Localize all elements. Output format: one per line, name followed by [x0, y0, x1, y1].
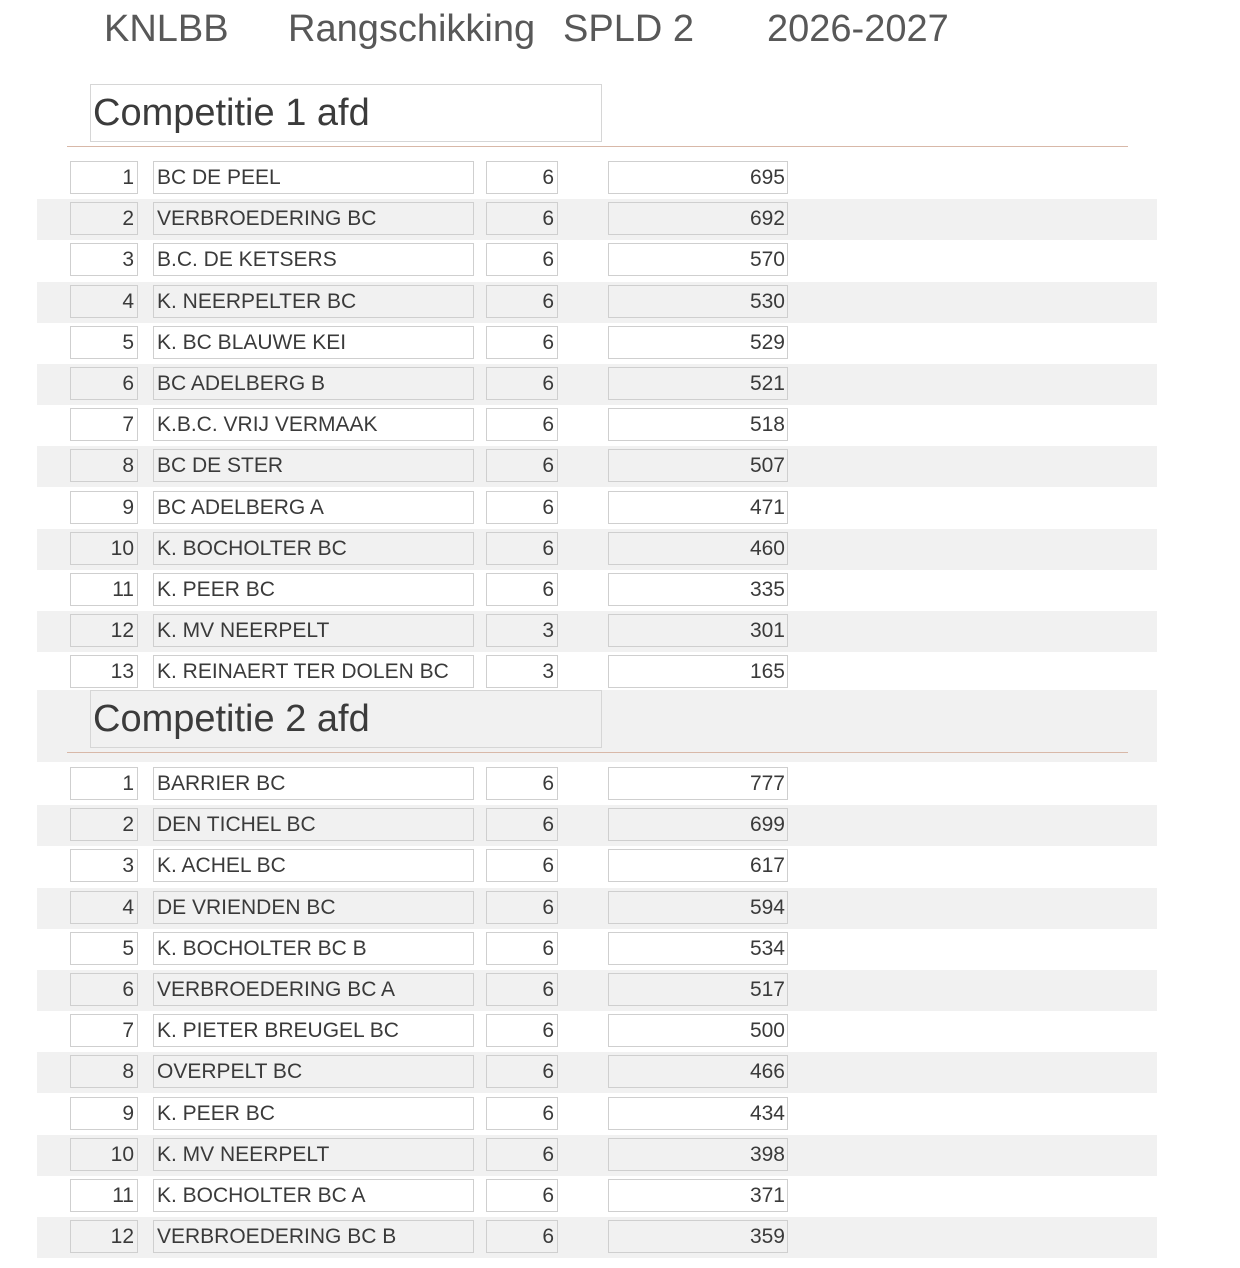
rank-cell[interactable]: 10	[70, 1138, 138, 1171]
table-row	[37, 488, 1157, 529]
table-row	[37, 805, 1157, 846]
played-cell[interactable]: 6	[486, 285, 558, 318]
rank-cell[interactable]: 11	[70, 573, 138, 606]
rank-cell[interactable]: 4	[70, 285, 138, 318]
table-row	[37, 323, 1157, 364]
played-cell[interactable]: 6	[486, 326, 558, 359]
rank-cell[interactable]: 10	[70, 532, 138, 565]
team-name-cell[interactable]: K. BOCHOLTER BC	[153, 532, 474, 565]
played-cell[interactable]: 6	[486, 1055, 558, 1088]
team-name-cell[interactable]: VERBROEDERING BC B	[153, 1220, 474, 1253]
played-cell[interactable]: 6	[486, 1097, 558, 1130]
team-name-cell[interactable]: K. BOCHOLTER BC B	[153, 932, 474, 965]
table-row	[37, 888, 1157, 929]
team-name-cell[interactable]: VERBROEDERING BC A	[153, 973, 474, 1006]
score-cell[interactable]: 777	[608, 767, 788, 800]
score-cell[interactable]: 471	[608, 491, 788, 524]
played-cell[interactable]: 6	[486, 973, 558, 1006]
table-row	[37, 1094, 1157, 1135]
table-row	[37, 529, 1157, 570]
score-cell[interactable]: 530	[608, 285, 788, 318]
competition-1-header	[0, 84, 1240, 156]
played-cell[interactable]: 6	[486, 161, 558, 194]
rank-cell[interactable]: 8	[70, 1055, 138, 1088]
rank-cell[interactable]: 12	[70, 1220, 138, 1253]
played-cell[interactable]: 6	[486, 1220, 558, 1253]
table-row	[37, 240, 1157, 281]
rank-cell[interactable]: 7	[70, 1014, 138, 1047]
score-cell[interactable]: 165	[608, 655, 788, 688]
score-cell[interactable]: 460	[608, 532, 788, 565]
played-cell[interactable]: 6	[486, 449, 558, 482]
score-cell[interactable]: 434	[608, 1097, 788, 1130]
team-name-cell[interactable]: K. REINAERT TER DOLEN BC	[153, 655, 474, 688]
score-cell[interactable]: 518	[608, 408, 788, 441]
team-name-cell[interactable]: BARRIER BC	[153, 767, 474, 800]
rank-cell[interactable]: 8	[70, 449, 138, 482]
score-cell[interactable]: 570	[608, 243, 788, 276]
table-row	[37, 652, 1157, 693]
competition-title: Competitie 2 afd	[90, 690, 602, 748]
rank-cell[interactable]: 9	[70, 1097, 138, 1130]
score-cell[interactable]: 359	[608, 1220, 788, 1253]
team-name-cell[interactable]: K. NEERPELTER BC	[153, 285, 474, 318]
rank-cell[interactable]: 5	[70, 932, 138, 965]
table-row	[37, 1052, 1157, 1093]
played-cell[interactable]: 6	[486, 532, 558, 565]
score-cell[interactable]: 521	[608, 367, 788, 400]
score-cell[interactable]: 301	[608, 614, 788, 647]
competition-2-header	[37, 690, 1157, 762]
played-cell[interactable]: 3	[486, 655, 558, 688]
played-cell[interactable]: 6	[486, 491, 558, 524]
team-name-cell[interactable]: B.C. DE KETSERS	[153, 243, 474, 276]
team-name-cell[interactable]: K. MV NEERPELT	[153, 1138, 474, 1171]
table-row	[37, 1135, 1157, 1176]
score-cell[interactable]: 517	[608, 973, 788, 1006]
played-cell[interactable]: 6	[486, 573, 558, 606]
team-name-cell[interactable]: K. MV NEERPELT	[153, 614, 474, 647]
played-cell[interactable]: 6	[486, 367, 558, 400]
table-row	[37, 929, 1157, 970]
table-row	[37, 158, 1157, 199]
rank-cell[interactable]: 3	[70, 849, 138, 882]
played-cell[interactable]: 6	[486, 808, 558, 841]
team-name-cell[interactable]: DE VRIENDEN BC	[153, 891, 474, 924]
score-cell[interactable]: 692	[608, 202, 788, 235]
team-name-cell[interactable]: K. PEER BC	[153, 573, 474, 606]
rank-cell[interactable]: 7	[70, 408, 138, 441]
score-cell[interactable]: 695	[608, 161, 788, 194]
score-cell[interactable]: 529	[608, 326, 788, 359]
organization-name: KNLBB	[104, 8, 229, 50]
score-cell[interactable]: 617	[608, 849, 788, 882]
table-row	[37, 970, 1157, 1011]
played-cell[interactable]: 6	[486, 849, 558, 882]
table-row	[37, 1217, 1157, 1258]
score-cell[interactable]: 335	[608, 573, 788, 606]
score-cell[interactable]: 371	[608, 1179, 788, 1212]
rank-cell[interactable]: 11	[70, 1179, 138, 1212]
team-name-cell[interactable]: K. BOCHOLTER BC A	[153, 1179, 474, 1212]
rank-cell[interactable]: 12	[70, 614, 138, 647]
rank-cell[interactable]: 4	[70, 891, 138, 924]
team-name-cell[interactable]: K. ACHEL BC	[153, 849, 474, 882]
rank-cell[interactable]: 13	[70, 655, 138, 688]
team-name-cell[interactable]: BC ADELBERG A	[153, 491, 474, 524]
team-name-cell[interactable]: K. BC BLAUWE KEI	[153, 326, 474, 359]
score-cell[interactable]: 699	[608, 808, 788, 841]
rank-cell[interactable]: 2	[70, 202, 138, 235]
team-name-cell[interactable]: K. PIETER BREUGEL BC	[153, 1014, 474, 1047]
team-name-cell[interactable]: OVERPELT BC	[153, 1055, 474, 1088]
section-divider	[67, 752, 1128, 753]
page-header	[0, 8, 1240, 56]
table-row	[37, 199, 1157, 240]
score-cell[interactable]: 534	[608, 932, 788, 965]
played-cell[interactable]: 6	[486, 1179, 558, 1212]
table-row	[37, 364, 1157, 405]
table-row	[37, 405, 1157, 446]
played-cell[interactable]: 6	[486, 1138, 558, 1171]
table-row	[37, 446, 1157, 487]
team-name-cell[interactable]: BC DE STER	[153, 449, 474, 482]
table-row	[37, 611, 1157, 652]
season-label: 2026-2027	[767, 8, 949, 50]
table-row	[37, 570, 1157, 611]
rank-cell[interactable]: 5	[70, 326, 138, 359]
played-cell[interactable]: 3	[486, 614, 558, 647]
team-name-cell[interactable]: BC DE PEEL	[153, 161, 474, 194]
played-cell[interactable]: 6	[486, 767, 558, 800]
team-name-cell[interactable]: BC ADELBERG B	[153, 367, 474, 400]
score-cell[interactable]: 466	[608, 1055, 788, 1088]
played-cell[interactable]: 6	[486, 932, 558, 965]
team-name-cell[interactable]: VERBROEDERING BC	[153, 202, 474, 235]
score-cell[interactable]: 500	[608, 1014, 788, 1047]
rank-cell[interactable]: 2	[70, 808, 138, 841]
table-row	[37, 846, 1157, 887]
table-row	[37, 1011, 1157, 1052]
played-cell[interactable]: 6	[486, 1014, 558, 1047]
table-row	[37, 282, 1157, 323]
rank-cell[interactable]: 3	[70, 243, 138, 276]
page-title: Rangschikking	[288, 8, 536, 50]
rank-cell[interactable]: 1	[70, 161, 138, 194]
table-row	[37, 1176, 1157, 1217]
score-cell[interactable]: 594	[608, 891, 788, 924]
played-cell[interactable]: 6	[486, 891, 558, 924]
rank-cell[interactable]: 6	[70, 973, 138, 1006]
rank-cell[interactable]: 1	[70, 767, 138, 800]
played-cell[interactable]: 6	[486, 408, 558, 441]
section-divider	[67, 146, 1128, 147]
team-name-cell[interactable]: DEN TICHEL BC	[153, 808, 474, 841]
rank-cell[interactable]: 9	[70, 491, 138, 524]
score-cell[interactable]: 398	[608, 1138, 788, 1171]
division-label: SPLD 2	[563, 8, 694, 50]
rank-cell[interactable]: 6	[70, 367, 138, 400]
score-cell[interactable]: 507	[608, 449, 788, 482]
team-name-cell[interactable]: K. PEER BC	[153, 1097, 474, 1130]
table-row	[37, 764, 1157, 805]
team-name-cell[interactable]: K.B.C. VRIJ VERMAAK	[153, 408, 474, 441]
played-cell[interactable]: 6	[486, 243, 558, 276]
played-cell[interactable]: 6	[486, 202, 558, 235]
competition-title: Competitie 1 afd	[90, 84, 602, 142]
